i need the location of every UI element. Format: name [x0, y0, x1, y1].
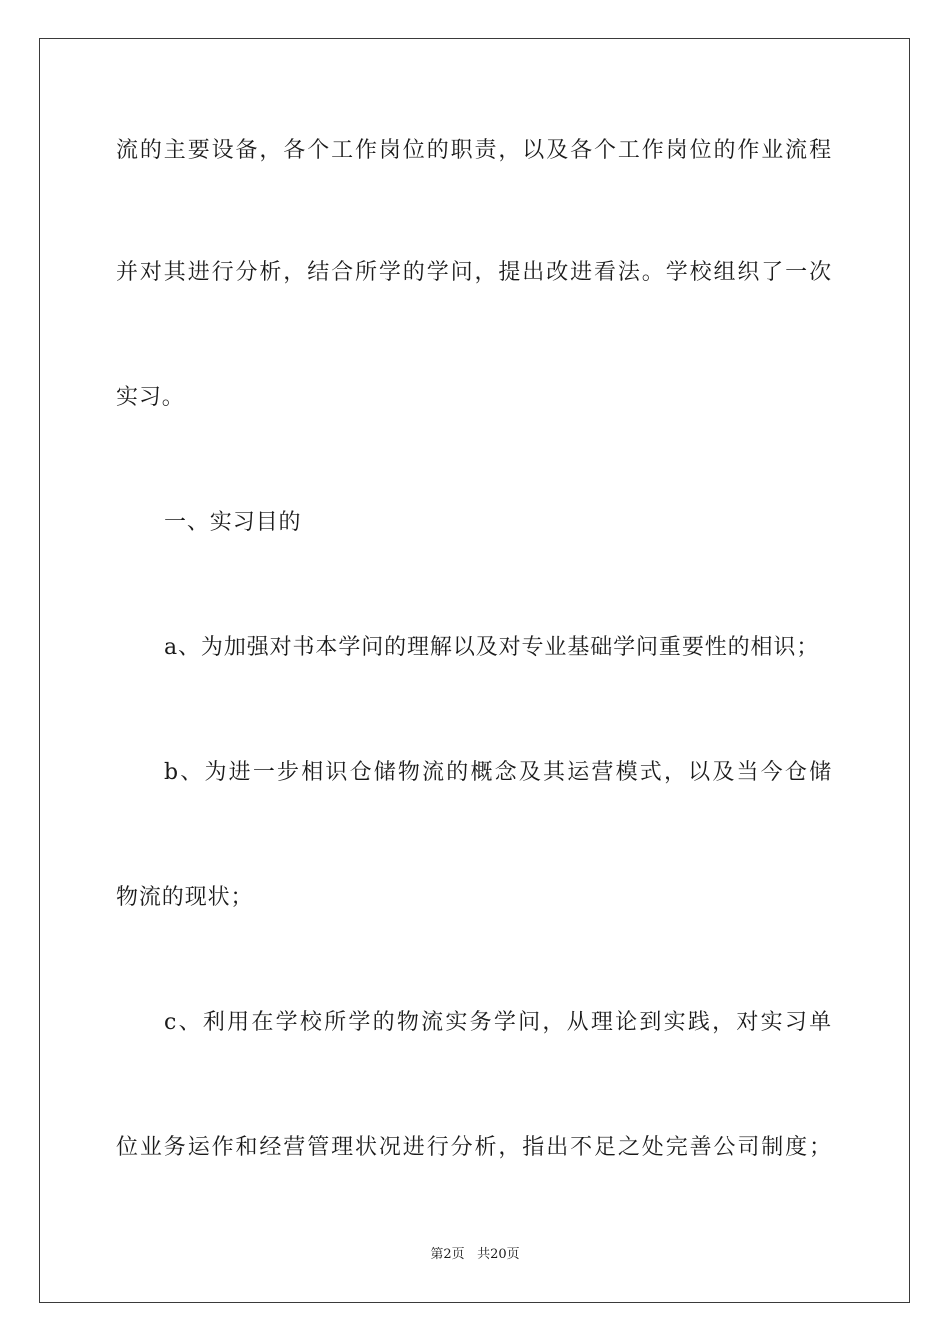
- list-item-c-line-2: 位业务运作和经营管理状况进行分析，指出不足之处完善公司制度；: [116, 1135, 832, 1160]
- paragraph-line-3: 实习。: [116, 385, 185, 410]
- page-number: 第2页: [430, 1247, 465, 1262]
- page-border: [39, 38, 910, 1303]
- page-footer: [0, 1246, 950, 1264]
- list-item-b-line-1: b、为进一步相识仓储物流的概念及其运营模式，以及当今仓储: [164, 760, 832, 785]
- list-item-b-line-2: 物流的现状；: [116, 885, 254, 910]
- section-heading: 一、实习目的: [164, 510, 302, 535]
- paragraph-line-2: 并对其进行分析，结合所学的学问，提出改进看法。学校组织了一次: [116, 260, 832, 285]
- list-item-c-line-1: c、利用在学校所学的物流实务学问，从理论到实践，对实习单: [164, 1010, 832, 1035]
- paragraph-line-1: 流的主要设备，各个工作岗位的职责，以及各个工作岗位的作业流程: [116, 138, 832, 163]
- list-item-a: a、为加强对书本学问的理解以及对专业基础学问重要性的相识；: [164, 635, 820, 660]
- total-pages: 共20页: [477, 1247, 520, 1262]
